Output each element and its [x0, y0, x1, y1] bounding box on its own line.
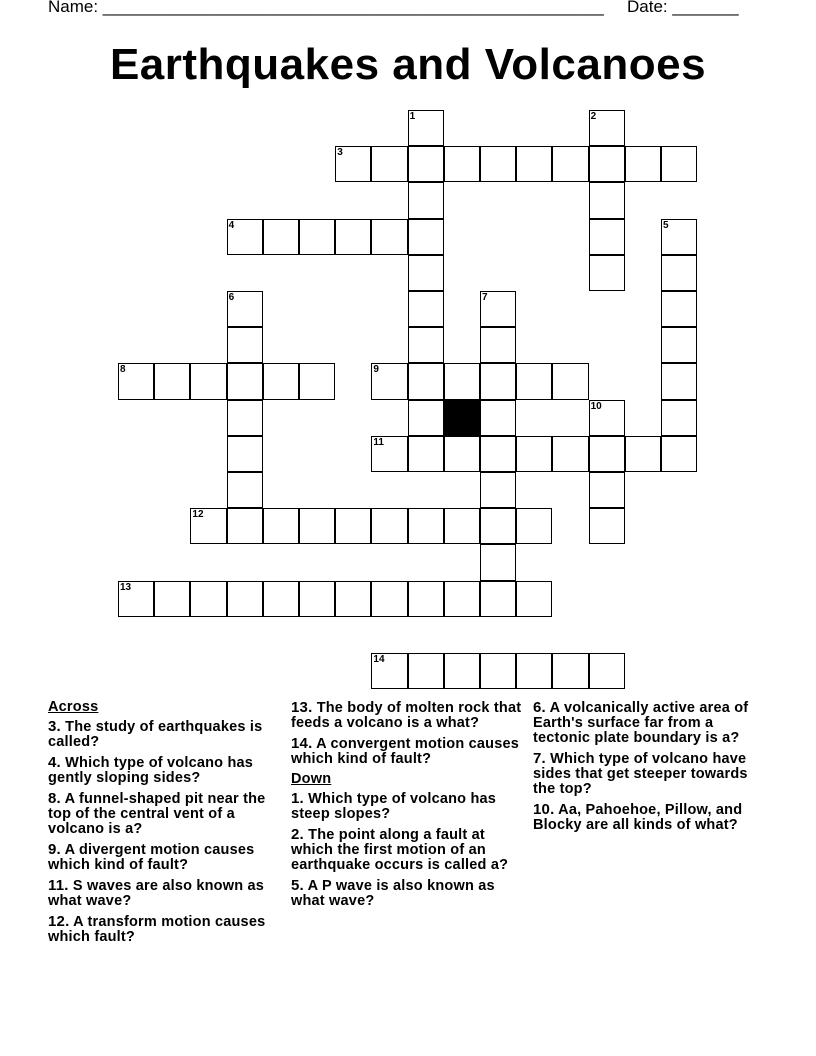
grid-cell[interactable] [190, 581, 226, 617]
clues-column-3 [533, 700, 773, 838]
grid-cell[interactable] [480, 327, 516, 363]
grid-cell[interactable] [516, 581, 552, 617]
grid-cell[interactable] [227, 508, 263, 544]
cell-number: 2 [590, 111, 597, 122]
grid-cell[interactable] [299, 363, 335, 399]
grid-cell[interactable] [444, 436, 480, 472]
grid-block [444, 400, 480, 436]
grid-cell[interactable] [480, 653, 516, 689]
grid-cell[interactable] [661, 363, 697, 399]
grid-cell[interactable] [408, 436, 444, 472]
date-line: Date: _______ [627, 0, 739, 16]
cell-number: 13 [120, 581, 132, 593]
grid-cell[interactable] [408, 291, 444, 327]
across-heading: Across [48, 699, 99, 715]
clues-column-2 [291, 700, 531, 914]
grid-cell[interactable] [480, 146, 516, 182]
clue-down-5 [291, 878, 531, 909]
cell-number: 12 [192, 509, 204, 521]
grid-cell[interactable] [661, 291, 697, 327]
clue-down-1 [291, 791, 531, 822]
grid-cell[interactable] [444, 581, 480, 617]
grid-cell[interactable] [480, 291, 516, 327]
clue-text: Aa, Pahoehoe, Pillow, and Blocky are all kinds of what? [533, 802, 743, 833]
grid-cell[interactable] [552, 436, 588, 472]
clue-down-10 [533, 802, 773, 833]
grid-cell[interactable] [444, 363, 480, 399]
grid-cell[interactable] [335, 219, 371, 255]
clue-number: 8. [48, 790, 61, 807]
grid-cell[interactable] [589, 400, 625, 436]
clue-text: The point along a fault at which the first motion of an earthquake occurs is called a? [291, 827, 509, 873]
grid-cell[interactable] [480, 436, 516, 472]
clue-across-9 [48, 842, 288, 873]
grid-cell[interactable] [589, 653, 625, 689]
grid-cell[interactable] [552, 146, 588, 182]
grid-cell[interactable] [408, 182, 444, 218]
grid-cell[interactable] [480, 363, 516, 399]
grid-cell[interactable] [589, 146, 625, 182]
clue-text: Which type of volcano has steep slopes? [291, 791, 497, 822]
grid-cell[interactable] [408, 400, 444, 436]
grid-cell[interactable] [589, 182, 625, 218]
grid-cell[interactable] [589, 436, 625, 472]
grid-cell[interactable] [516, 508, 552, 544]
grid-cell[interactable] [408, 363, 444, 399]
clue-number: 9. [48, 841, 61, 858]
grid-cell[interactable] [589, 219, 625, 255]
grid-cell[interactable] [661, 400, 697, 436]
clue-text: S waves are also known as what wave? [48, 878, 265, 909]
grid-cell[interactable] [480, 400, 516, 436]
grid-cell[interactable] [408, 508, 444, 544]
grid-cell[interactable] [335, 581, 371, 617]
clue-text: A convergent motion causes which kind of fault? [291, 736, 520, 767]
cell-number: 11 [373, 436, 384, 448]
cell-number: 6 [228, 292, 235, 303]
clue-across-12 [48, 914, 288, 945]
grid-cell[interactable] [661, 146, 697, 182]
cell-number: 14 [373, 654, 385, 665]
cell-number: 5 [663, 219, 669, 231]
grid-cell[interactable] [371, 508, 407, 544]
clue-across-8 [48, 791, 288, 837]
grid-cell[interactable] [371, 219, 407, 255]
grid-cell[interactable] [625, 436, 661, 472]
clue-text: A P wave is also known as what wave? [291, 878, 495, 909]
grid-cell[interactable] [118, 581, 154, 617]
grid-cell[interactable] [408, 146, 444, 182]
grid-cell[interactable] [299, 219, 335, 255]
cell-number: 10 [590, 400, 602, 412]
grid-cell[interactable] [227, 400, 263, 436]
cell-number: 8 [120, 364, 126, 376]
grid-cell[interactable] [299, 581, 335, 617]
clues-column-1 [48, 700, 288, 950]
cell-number: 1 [409, 111, 416, 122]
grid-cell[interactable] [589, 472, 625, 508]
grid-cell[interactable] [408, 653, 444, 689]
grid-cell[interactable] [154, 363, 190, 399]
grid-cell[interactable] [371, 146, 407, 182]
clue-number: 12. [48, 913, 70, 930]
clue-across-11 [48, 878, 288, 909]
grid-cell[interactable] [263, 581, 299, 617]
clue-across-3 [48, 719, 288, 750]
grid-cell[interactable] [263, 219, 299, 255]
grid-cell[interactable] [371, 581, 407, 617]
grid-cell[interactable] [227, 472, 263, 508]
clue-text: A transform motion causes which fault? [48, 914, 266, 945]
clue-number: 10. [533, 801, 555, 818]
clue-number: 4. [48, 754, 61, 771]
grid-cell[interactable] [516, 146, 552, 182]
grid-cell[interactable] [154, 581, 190, 617]
clue-across-4 [48, 755, 288, 786]
grid-cell[interactable] [371, 436, 407, 472]
grid-cell[interactable] [589, 110, 625, 146]
clue-text: Which type of volcano has gently sloping sides? [48, 755, 254, 786]
grid-cell[interactable] [516, 363, 552, 399]
grid-cell[interactable] [661, 219, 697, 255]
grid-cell[interactable] [552, 363, 588, 399]
grid-cell[interactable] [480, 508, 516, 544]
grid-cell[interactable] [227, 581, 263, 617]
clue-text: A divergent motion causes which kind of fault? [48, 842, 255, 873]
grid-cell[interactable] [552, 653, 588, 689]
clue-down-2 [291, 827, 531, 873]
clue-down-6 [533, 700, 773, 746]
grid-cell[interactable] [408, 581, 444, 617]
grid-cell[interactable] [589, 508, 625, 544]
page-title: Earthquakes and Volcanoes [109, 40, 707, 89]
grid-cell[interactable] [227, 291, 263, 327]
grid-cell[interactable] [227, 363, 263, 399]
grid-cell[interactable] [661, 327, 697, 363]
grid-cell[interactable] [227, 436, 263, 472]
clue-number: 6. [533, 699, 546, 716]
grid-cell[interactable] [299, 508, 335, 544]
clue-number: 5. [291, 877, 304, 894]
grid-cell[interactable] [408, 110, 444, 146]
grid-cell[interactable] [408, 327, 444, 363]
clue-text: A funnel-shaped pit near the top of the central vent of a volcano is a? [48, 791, 266, 837]
down-heading: Down [291, 771, 332, 787]
grid-cell[interactable] [480, 581, 516, 617]
grid-cell[interactable] [444, 653, 480, 689]
clue-text: A volcanically active area of Earth's surface far from a tectonic plate boundary is a? [533, 700, 749, 746]
clue-number: 7. [533, 750, 546, 767]
clue-across-14 [291, 736, 531, 767]
grid-cell[interactable] [661, 255, 697, 291]
grid-cell[interactable] [480, 472, 516, 508]
clue-number: 11. [48, 877, 69, 894]
grid-cell[interactable] [263, 363, 299, 399]
grid-cell[interactable] [589, 255, 625, 291]
cell-number: 9 [373, 364, 379, 376]
grid-cell[interactable] [371, 363, 407, 399]
clue-number: 1. [291, 790, 304, 807]
grid-cell[interactable] [335, 508, 371, 544]
clue-across-13 [291, 700, 531, 731]
clue-number: 14. [291, 735, 313, 752]
clue-text: Which type of volcano have sides that get steeper towards the top? [533, 751, 748, 797]
grid-cell[interactable] [625, 146, 661, 182]
grid-cell[interactable] [480, 544, 516, 580]
grid-cell[interactable] [661, 436, 697, 472]
cell-number: 3 [337, 147, 343, 159]
clue-text: The body of molten rock that feeds a volcano is a what? [291, 700, 522, 731]
grid-cell[interactable] [118, 363, 154, 399]
grid-cell[interactable] [516, 653, 552, 689]
grid-cell[interactable] [408, 255, 444, 291]
grid-cell[interactable] [371, 653, 407, 689]
clue-number: 3. [48, 718, 61, 735]
grid-cell[interactable] [444, 146, 480, 182]
grid-cell[interactable] [263, 508, 299, 544]
name-line: Name: _____________________________________________________ [48, 0, 604, 16]
grid-cell[interactable] [190, 363, 226, 399]
grid-cell[interactable] [444, 508, 480, 544]
clue-number: 13. [291, 699, 313, 716]
grid-cell[interactable] [408, 219, 444, 255]
grid-cell[interactable] [335, 146, 371, 182]
grid-cell[interactable] [227, 219, 263, 255]
clue-number: 2. [291, 826, 304, 843]
cell-number: 7 [482, 292, 488, 303]
grid-cell[interactable] [190, 508, 226, 544]
grid-cell[interactable] [516, 436, 552, 472]
grid-cell[interactable] [227, 327, 263, 363]
clue-down-7 [533, 751, 773, 797]
clue-text: The study of earthquakes is called? [48, 719, 263, 750]
cell-number: 4 [228, 219, 235, 231]
